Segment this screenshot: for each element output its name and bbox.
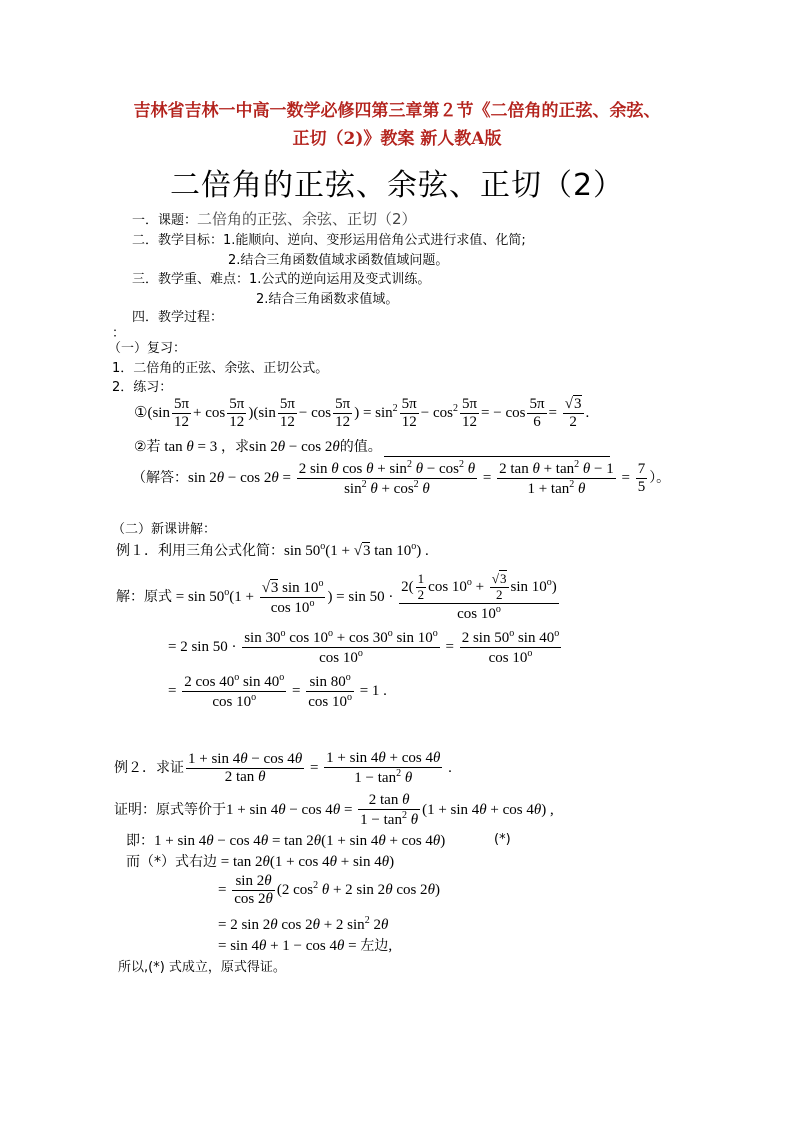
exercise-2-underline	[384, 456, 610, 457]
er-label: 而（*）式右边	[126, 854, 217, 870]
exercise-2-text: ，求	[220, 439, 249, 455]
header-line-2: 正切（2)》教案 新人教A版	[292, 129, 502, 149]
example-1: 例１．利用三角公式化简：$\sin 50^o(1 + √3$ tan 10$^o$) .	[116, 541, 429, 559]
proof-line-6: = sin 4θ + 1 − cos 4θ = 左边,	[218, 938, 393, 954]
goals-row	[132, 229, 526, 248]
solution-line-1: 解：原式 = $\sin 50^o(1$ + $\frac{√3 \sin 10^o}{\cos 10^o}$ ) = sin 50 · 2( $\frac{1}{2}$ $\cos 10^o$ + $\frac{√3}{2}$ sin 10$^o$) cos 10$^o$	[116, 571, 557, 622]
colon-mark: ：	[112, 326, 126, 341]
star-mark: (*)	[494, 832, 511, 847]
answer-value: $\frac{7}{5}$	[637, 461, 646, 496]
review-item-2: 2．练习：	[112, 380, 173, 395]
example-2: 例２．求证 $\frac{1 + \sin 4\theta - \cos 4\theta}{\text{2 tan θ}}$ = $\frac{1 + \sin 4\theta + \cos 4\theta}{1 - \tan^2 \theta}$ .	[114, 750, 452, 787]
goal-2: 2.结合三角函数值域求函数值域问题。	[228, 253, 449, 268]
exercise-1-marker: ①	[134, 403, 148, 422]
solution-line-2: = 2 sin 50 · $\frac{\sin 30^o \cos 10^o + \cos 30^o \sin 10^o}{\cos 10^o}$ = $\frac{2 \sin 50^o \sin 40^o}{\cos 10^o}$	[168, 628, 560, 667]
exercise-1: ①(sin $\frac{5\pi}{12}$ + cos $\frac{5\pi}{12}$ )(sin $\frac{5\pi}{12}$ − cos $\frac{5\pi}{12}$ ) = $\sin^2$ $\frac{5\pi}{12}$ − $\cos^2$ $\frac{5\pi}{12}$ = − cos $\frac{5\pi}{6}$ = $\frac{√3}{2}$ .	[134, 396, 590, 431]
proof-line-3: 而（*）式右边 = tan 2θ(1 + cos 4θ + sin 4θ)	[126, 854, 395, 870]
proof-label: 证明：原式等价于	[114, 802, 226, 819]
topic-value: 二倍角的正弦、余弦、正切（2）	[197, 210, 417, 228]
key-label: 三．教学重、难点：	[132, 272, 250, 287]
key-row	[132, 268, 430, 287]
exercise-2-end: 的值。	[339, 439, 382, 455]
topic-label: 一．课题：	[132, 213, 198, 228]
answer-open: （解答：	[132, 470, 188, 487]
proof-line-2: 即：1 + sin 4θ − cos 4θ = tan 2θ(1 + sin 4θ + cos 4θ)	[126, 833, 446, 849]
proof-line-4: = $\frac{\sin 2\theta}{\cos 2\theta}$ (2 $\cos^2 \theta + 2$ sin 2θ cos 2θ)	[218, 873, 440, 908]
goal-1: 1.能顺向、逆向、变形运用倍角公式进行求值、化简;	[223, 233, 526, 248]
topic-row	[132, 208, 417, 229]
example-1-label: 例１．利用三角公式化简：	[116, 543, 284, 559]
exercise-2: ②若 tan θ = 3 ，求sin 2θ − cos 2θ的值。	[134, 439, 382, 455]
proof-line-1: 证明：原式等价于1 + sin 4θ − cos 4θ = $\frac{\text{2 tan θ}}{1 - \tan^2 \theta}$ (1 + sin 4θ + cos 4θ) ,	[114, 792, 554, 829]
solution-line-3: = $\frac{2 \cos 40^o \sin 40^o}{\cos 10^o}$ = $\frac{\sin 80^o}{\cos 10^o}$ = 1 .	[168, 672, 387, 711]
ji-label: 即：	[126, 833, 154, 849]
exercise-2-answer: （解答：sin 2θ − cos 2θ = $\frac{2 \sin \theta \cos \theta + \sin^2 \theta - \cos^2 \theta}{\sin^2 \theta + \cos^2 \theta}$ = $\frac{2 \tan \theta + \tan^2 \theta - 1}{1 + \tan^2 \theta}$ = $\frac{7}{5}$ ）。	[132, 459, 671, 498]
zuobian: 左边	[360, 938, 389, 954]
solution-label: 解：原式	[116, 589, 172, 605]
new-lesson-heading: （二）新课讲解：	[112, 522, 217, 537]
review-heading: （一）复习：	[108, 341, 187, 356]
goals-label: 二．教学目标：	[132, 233, 224, 248]
conclusion: 所以,(*) 式成立，原式得证。	[118, 960, 286, 975]
key-2: 2.结合三角函数求值域。	[256, 292, 399, 307]
answer-close: ）。	[649, 470, 671, 487]
page-title: 二倍角的正弦、余弦、正切（2）	[169, 168, 625, 203]
process-label: 四．教学过程：	[132, 310, 224, 325]
exercise-1-result: $\frac{√3}{2}$	[564, 396, 582, 431]
exercise-2-marker: ②若	[134, 439, 161, 455]
header-line-1: 吉林省吉林一中高一数学必修四第三章第２节《二倍角的正弦、余弦、	[133, 101, 661, 121]
review-item-1: 1．二倍角的正弦、余弦、正切公式。	[112, 361, 329, 376]
example-2-label: 例２．求证	[114, 760, 184, 777]
proof-line-5: = 2 sin 2θ cos 2θ + 2 $\sin^2 2\theta$	[218, 915, 389, 933]
key-1: 1.公式的逆向运用及变式训练。	[249, 272, 431, 287]
